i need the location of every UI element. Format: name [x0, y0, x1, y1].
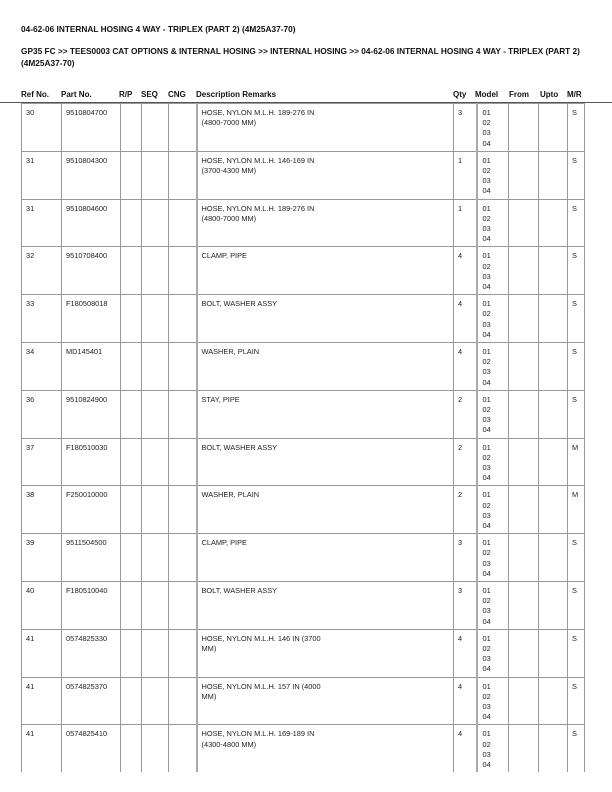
- cell-ref: 31: [22, 199, 62, 247]
- cell-ref: 34: [22, 342, 62, 390]
- cell-from: [509, 677, 539, 725]
- cell-seq: [142, 629, 169, 677]
- cell-from: [509, 390, 539, 438]
- cell-cng: [169, 629, 197, 677]
- cell-model: 01 02 03 04: [477, 438, 509, 486]
- cell-desc: CLAMP, PIPE: [197, 247, 454, 295]
- cell-part: 9510804700: [62, 104, 121, 152]
- cell-model: 01 02 03 04: [477, 151, 509, 199]
- cell-desc: HOSE, NYLON M.L.H. 189-276 IN (4800-7000 MM): [197, 104, 454, 152]
- cell-from: [509, 199, 539, 247]
- cell-desc: WASHER, PLAIN: [197, 342, 454, 390]
- cell-qty: 3: [454, 534, 477, 582]
- cell-mr: S: [568, 199, 585, 247]
- cell-mr: S: [568, 629, 585, 677]
- cell-rp: [121, 390, 142, 438]
- col-upto: Upto: [540, 90, 559, 99]
- cell-ref: 40: [22, 581, 62, 629]
- cell-seq: [142, 295, 169, 343]
- cell-desc: HOSE, NYLON M.L.H. 189-276 IN (4800-7000 MM): [197, 199, 454, 247]
- cell-desc: BOLT, WASHER ASSY: [197, 438, 454, 486]
- cell-cng: [169, 581, 197, 629]
- cell-upto: [539, 199, 568, 247]
- cell-desc: HOSE, NYLON M.L.H. 169-189 IN (4300-4800 MM): [197, 725, 454, 772]
- cell-qty: 4: [454, 342, 477, 390]
- cell-rp: [121, 534, 142, 582]
- cell-part: 9511504500: [62, 534, 121, 582]
- cell-mr: M: [568, 486, 585, 534]
- breadcrumb: GP35 FC >> TEES0003 CAT OPTIONS & INTERNAL HOSING >> INTERNAL HOSING >> 04-62-06 INTERNAL HOSING 4 WAY - TRIPLEX (PART 2) (4M25A37-70): [21, 46, 580, 68]
- cell-mr: S: [568, 390, 585, 438]
- cell-ref: 36: [22, 390, 62, 438]
- cell-mr: S: [568, 295, 585, 343]
- cell-upto: [539, 247, 568, 295]
- cell-upto: [539, 104, 568, 152]
- cell-upto: [539, 295, 568, 343]
- cell-from: [509, 486, 539, 534]
- cell-rp: [121, 486, 142, 534]
- cell-qty: 4: [454, 247, 477, 295]
- cell-from: [509, 151, 539, 199]
- cell-mr: S: [568, 247, 585, 295]
- cell-cng: [169, 151, 197, 199]
- page-title: 04-62-06 INTERNAL HOSING 4 WAY - TRIPLEX (PART 2) (4M25A37-70): [21, 24, 296, 34]
- cell-from: [509, 629, 539, 677]
- table-row: [22, 104, 585, 152]
- cell-mr: S: [568, 151, 585, 199]
- cell-from: [509, 295, 539, 343]
- cell-upto: [539, 342, 568, 390]
- cell-model: 01 02 03 04: [477, 199, 509, 247]
- table-row: [22, 247, 585, 295]
- cell-seq: [142, 342, 169, 390]
- table-row: [22, 725, 585, 772]
- cell-cng: [169, 199, 197, 247]
- cell-model: 01 02 03 04: [477, 342, 509, 390]
- cell-rp: [121, 199, 142, 247]
- cell-from: [509, 581, 539, 629]
- cell-rp: [121, 629, 142, 677]
- cell-desc: WASHER, PLAIN: [197, 486, 454, 534]
- cell-qty: 4: [454, 295, 477, 343]
- cell-rp: [121, 104, 142, 152]
- cell-model: 01 02 03 04: [477, 104, 509, 152]
- table-row: [22, 486, 585, 534]
- cell-desc: STAY, PIPE: [197, 390, 454, 438]
- cell-upto: [539, 629, 568, 677]
- table-row: [22, 629, 585, 677]
- cell-part: F250010000: [62, 486, 121, 534]
- table-row: [22, 342, 585, 390]
- cell-seq: [142, 486, 169, 534]
- cell-seq: [142, 725, 169, 772]
- col-qty: Qty: [453, 90, 467, 99]
- table-row: [22, 534, 585, 582]
- cell-upto: [539, 725, 568, 772]
- cell-qty: 2: [454, 390, 477, 438]
- table-row: [22, 677, 585, 725]
- cell-cng: [169, 247, 197, 295]
- cell-part: 0574825330: [62, 629, 121, 677]
- cell-desc: HOSE, NYLON M.L.H. 146-169 IN (3700-4300 MM): [197, 151, 454, 199]
- cell-from: [509, 438, 539, 486]
- cell-from: [509, 247, 539, 295]
- cell-seq: [142, 534, 169, 582]
- table-row: [22, 151, 585, 199]
- cell-desc: BOLT, WASHER ASSY: [197, 295, 454, 343]
- table-header: [0, 88, 612, 102]
- cell-model: 01 02 03 04: [477, 390, 509, 438]
- cell-upto: [539, 438, 568, 486]
- cell-upto: [539, 151, 568, 199]
- cell-model: 01 02 03 04: [477, 725, 509, 772]
- cell-cng: [169, 486, 197, 534]
- table-row: [22, 581, 585, 629]
- cell-model: 01 02 03 04: [477, 534, 509, 582]
- cell-qty: 4: [454, 677, 477, 725]
- cell-mr: S: [568, 581, 585, 629]
- cell-ref: 41: [22, 629, 62, 677]
- cell-ref: 32: [22, 247, 62, 295]
- cell-rp: [121, 342, 142, 390]
- cell-mr: S: [568, 677, 585, 725]
- cell-mr: S: [568, 534, 585, 582]
- col-cng: CNG: [168, 90, 186, 99]
- cell-upto: [539, 677, 568, 725]
- cell-from: [509, 342, 539, 390]
- cell-ref: 38: [22, 486, 62, 534]
- cell-part: 0574825410: [62, 725, 121, 772]
- cell-model: 01 02 03 04: [477, 581, 509, 629]
- cell-upto: [539, 486, 568, 534]
- cell-seq: [142, 677, 169, 725]
- cell-mr: M: [568, 438, 585, 486]
- cell-rp: [121, 438, 142, 486]
- cell-qty: 1: [454, 151, 477, 199]
- cell-part: 9510804600: [62, 199, 121, 247]
- cell-ref: 37: [22, 438, 62, 486]
- cell-ref: 33: [22, 295, 62, 343]
- cell-ref: 30: [22, 104, 62, 152]
- table-row: [22, 199, 585, 247]
- cell-desc: HOSE, NYLON M.L.H. 157 IN (4000 MM): [197, 677, 454, 725]
- cell-mr: S: [568, 342, 585, 390]
- cell-ref: 39: [22, 534, 62, 582]
- cell-part: 9510708400: [62, 247, 121, 295]
- cell-from: [509, 534, 539, 582]
- cell-qty: 2: [454, 486, 477, 534]
- cell-part: F180508018: [62, 295, 121, 343]
- cell-seq: [142, 247, 169, 295]
- cell-cng: [169, 534, 197, 582]
- cell-part: 9510824900: [62, 390, 121, 438]
- cell-qty: 2: [454, 438, 477, 486]
- cell-upto: [539, 534, 568, 582]
- cell-desc: BOLT, WASHER ASSY: [197, 581, 454, 629]
- cell-seq: [142, 104, 169, 152]
- cell-rp: [121, 247, 142, 295]
- cell-part: F180510030: [62, 438, 121, 486]
- cell-rp: [121, 151, 142, 199]
- cell-mr: S: [568, 725, 585, 772]
- cell-rp: [121, 295, 142, 343]
- cell-model: 01 02 03 04: [477, 677, 509, 725]
- col-from: From: [509, 90, 529, 99]
- cell-part: 0574825370: [62, 677, 121, 725]
- cell-model: 01 02 03 04: [477, 629, 509, 677]
- cell-part: F180510040: [62, 581, 121, 629]
- parts-table: [21, 103, 585, 772]
- cell-qty: 1: [454, 199, 477, 247]
- cell-desc: HOSE, NYLON M.L.H. 146 IN (3700 MM): [197, 629, 454, 677]
- col-desc: Description Remarks: [196, 90, 277, 99]
- col-rp: R/P: [119, 90, 133, 99]
- cell-seq: [142, 151, 169, 199]
- cell-ref: 41: [22, 677, 62, 725]
- cell-cng: [169, 104, 197, 152]
- cell-cng: [169, 677, 197, 725]
- cell-seq: [142, 390, 169, 438]
- cell-model: 01 02 03 04: [477, 247, 509, 295]
- cell-qty: 4: [454, 629, 477, 677]
- cell-cng: [169, 390, 197, 438]
- cell-qty: 3: [454, 104, 477, 152]
- cell-from: [509, 725, 539, 772]
- cell-model: 01 02 03 04: [477, 486, 509, 534]
- cell-cng: [169, 342, 197, 390]
- cell-seq: [142, 581, 169, 629]
- cell-seq: [142, 438, 169, 486]
- cell-cng: [169, 438, 197, 486]
- cell-rp: [121, 725, 142, 772]
- table-row: [22, 390, 585, 438]
- cell-upto: [539, 581, 568, 629]
- cell-qty: 4: [454, 725, 477, 772]
- col-ref: Ref No.: [21, 90, 49, 99]
- col-part: Part No.: [61, 90, 92, 99]
- table-row: [22, 295, 585, 343]
- cell-upto: [539, 390, 568, 438]
- cell-part: 9510804300: [62, 151, 121, 199]
- col-seq: SEQ: [141, 90, 158, 99]
- col-model: Model: [475, 90, 499, 99]
- cell-rp: [121, 581, 142, 629]
- cell-seq: [142, 199, 169, 247]
- cell-rp: [121, 677, 142, 725]
- cell-qty: 3: [454, 581, 477, 629]
- cell-ref: 41: [22, 725, 62, 772]
- cell-part: MD145401: [62, 342, 121, 390]
- table-row: [22, 438, 585, 486]
- cell-cng: [169, 725, 197, 772]
- col-mr: M/R: [567, 90, 582, 99]
- cell-desc: CLAMP, PIPE: [197, 534, 454, 582]
- cell-mr: S: [568, 104, 585, 152]
- cell-ref: 31: [22, 151, 62, 199]
- cell-from: [509, 104, 539, 152]
- cell-cng: [169, 295, 197, 343]
- cell-model: 01 02 03 04: [477, 295, 509, 343]
